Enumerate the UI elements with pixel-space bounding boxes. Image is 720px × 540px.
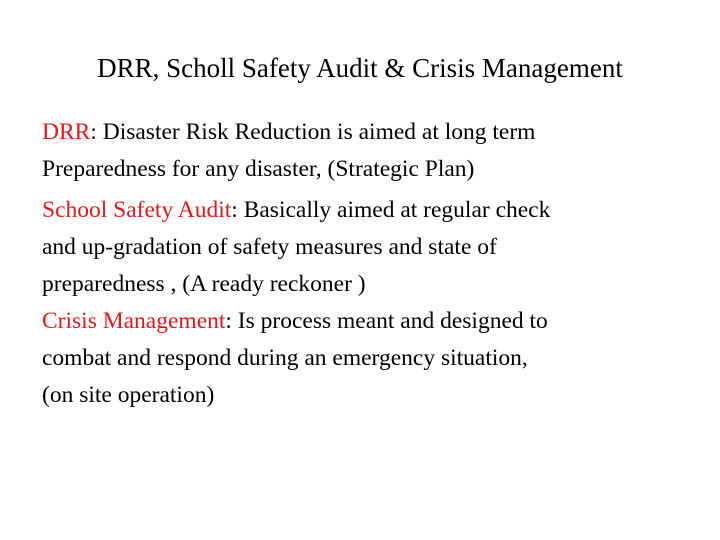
point-line: combat and respond during an emergency situation, <box>42 345 528 371</box>
point-line: preparedness , (A ready reckoner ) <box>42 271 366 297</box>
point-crisis-management <box>42 303 682 414</box>
point-line <box>42 114 682 151</box>
point-line: (on site operation) <box>42 382 215 408</box>
point-school-safety-audit <box>42 192 682 303</box>
point-term: DRR <box>42 119 91 145</box>
point-text: : Is process meant and designed to <box>225 308 548 334</box>
point-line <box>42 192 682 229</box>
point-term: School Safety Audit <box>42 197 232 223</box>
point-term: Crisis Management <box>42 308 226 334</box>
point-drr <box>42 114 682 188</box>
slide-body <box>42 114 682 414</box>
point-text: : Basically aimed at regular check <box>231 197 551 223</box>
slide-title: DRR, Scholl Safety Audit & Crisis Management <box>97 53 623 83</box>
point-text: : Disaster Risk Reduction is aimed at long term <box>90 119 536 145</box>
point-line: and up-gradation of safety measures and state of <box>42 234 497 260</box>
point-line <box>42 303 682 340</box>
point-line: Preparedness for any disaster, (Strategic Plan) <box>42 156 475 182</box>
